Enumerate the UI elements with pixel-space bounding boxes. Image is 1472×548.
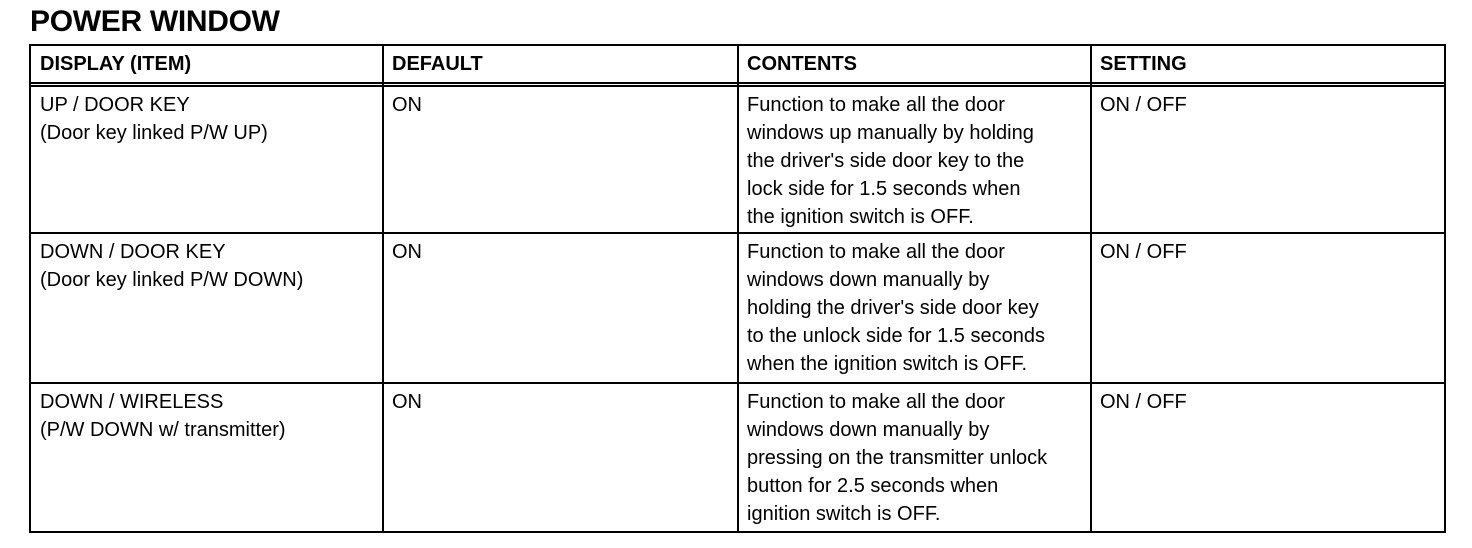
header-label: DISPLAY (ITEM) — [40, 53, 192, 75]
item-cell — [31, 87, 383, 232]
contents-line: pressing on the transmitter unlock — [747, 447, 1048, 469]
page-title: POWER WINDOW — [30, 5, 280, 38]
header-label: DEFAULT — [392, 53, 483, 75]
contents-line: when the ignition switch is OFF. — [747, 353, 1028, 375]
default-value: ON — [392, 391, 422, 413]
default-value: ON — [392, 94, 422, 116]
default-cell — [383, 384, 738, 531]
item-name: DOWN / WIRELESS — [40, 391, 224, 413]
header-cell-setting — [1091, 46, 1446, 82]
contents-line: windows down manually by — [747, 269, 990, 291]
contents-cell — [738, 87, 1091, 232]
contents-line: windows up manually by holding — [747, 122, 1034, 144]
contents-line: windows down manually by — [747, 419, 990, 441]
item-cell — [31, 234, 383, 382]
table-row — [31, 87, 1444, 234]
setting-value: ON / OFF — [1100, 94, 1187, 116]
header-label: SETTING — [1100, 53, 1187, 75]
header-cell-default — [383, 46, 738, 82]
contents-line: Function to make all the door — [747, 94, 1005, 116]
setting-cell — [1091, 234, 1446, 382]
contents-line: Function to make all the door — [747, 241, 1005, 263]
contents-cell — [738, 384, 1091, 531]
table-row — [31, 384, 1444, 531]
header-cell-contents — [738, 46, 1091, 82]
item-description: (Door key linked P/W UP) — [40, 122, 268, 144]
header-cell-display-item — [31, 46, 383, 82]
item-description: (Door key linked P/W DOWN) — [40, 269, 304, 291]
item-cell — [31, 384, 383, 531]
default-value: ON — [392, 241, 422, 263]
item-description: (P/W DOWN w/ transmitter) — [40, 419, 286, 441]
contents-line: button for 2.5 seconds when — [747, 475, 999, 497]
item-name: DOWN / DOOR KEY — [40, 241, 226, 263]
settings-table — [29, 44, 1446, 533]
item-name: UP / DOOR KEY — [40, 94, 190, 116]
setting-value: ON / OFF — [1100, 241, 1187, 263]
setting-value: ON / OFF — [1100, 391, 1187, 413]
contents-line: lock side for 1.5 seconds when — [747, 178, 1021, 200]
default-cell — [383, 234, 738, 382]
contents-line: the driver's side door key to the — [747, 150, 1025, 172]
default-cell — [383, 87, 738, 232]
table-row — [31, 234, 1444, 384]
table-header-row — [31, 46, 1444, 87]
contents-line: Function to make all the door — [747, 391, 1005, 413]
contents-line: to the unlock side for 1.5 seconds — [747, 325, 1045, 347]
header-label: CONTENTS — [747, 53, 857, 75]
contents-cell — [738, 234, 1091, 382]
contents-line: the ignition switch is OFF. — [747, 206, 974, 228]
setting-cell — [1091, 87, 1446, 232]
contents-line: ignition switch is OFF. — [747, 503, 941, 525]
setting-cell — [1091, 384, 1446, 531]
contents-line: holding the driver's side door key — [747, 297, 1039, 319]
